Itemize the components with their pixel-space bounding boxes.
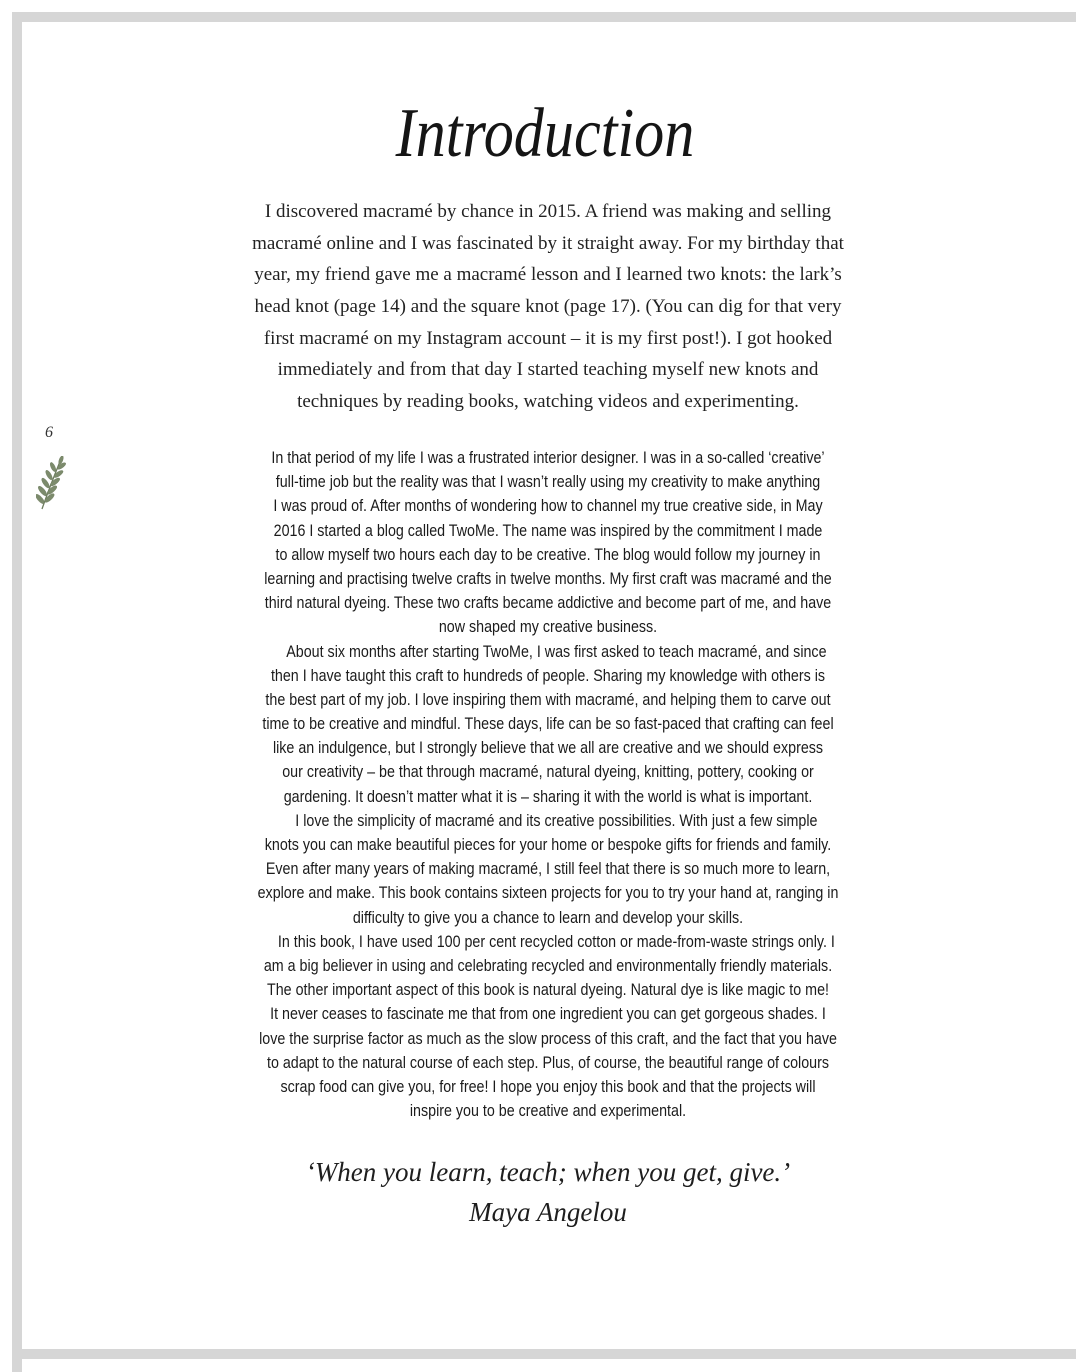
intro-line: techniques by reading books, watching videos and experimenting.: [297, 391, 799, 413]
body-line: like an indulgence, but I strongly believe that we all are creative and we should express: [272, 738, 824, 758]
olive-leaf-icon: [36, 456, 70, 512]
body-line: to allow myself two hours each day to be creative. The blog would follow my journey in: [275, 544, 821, 564]
body-line: love the surprise factor as much as the slow process of this craft, and the fact that you have: [259, 1028, 837, 1048]
body-line: gardening. It doesn’t matter what it is – sharing it with the world is what is important.: [283, 786, 813, 806]
intro-line: macramé online and I was fascinated by it straight away. For my birthday that: [252, 232, 844, 254]
body-line: to adapt to the natural course of each step. Plus, of course, the beautiful range of colours: [266, 1052, 830, 1072]
body-line: scrap food can give you, for free! I hope you enjoy this book and that the projects will: [280, 1076, 816, 1096]
page-number: 6: [45, 424, 53, 441]
intro-line: I discovered macramé by chance in 2015. A friend was making and selling: [264, 201, 832, 222]
body-paragraph: [100, 930, 996, 1124]
body-line: inspire you to be creative and experimental.: [409, 1101, 687, 1121]
intro-line: head knot (page 14) and the square knot (page 17). (You can dig for that very: [254, 296, 842, 318]
body-line: then I have taught this craft to hundreds of people. Sharing my knowledge with others is: [270, 665, 826, 685]
body-line: I love the simplicity of macramé and its creative possibilities. With just a few simple: [295, 810, 818, 830]
body-line: learning and practising twelve crafts in twelve months. My first craft was macramé and the: [264, 568, 832, 588]
body-line: In this book, I have used 100 per cent recycled cotton or made-from-waste strings only. I: [277, 931, 835, 951]
body-line: knots you can make beautiful pieces for your home or bespoke gifts for friends and family.: [264, 835, 832, 854]
body-line: now shaped my creative business.: [438, 617, 658, 637]
body-line: About six months after starting TwoMe, I was first asked to teach macramé, and since: [286, 641, 827, 661]
body-line: full-time job but the reality was that I wasn’t really using my creativity to make anything: [275, 472, 821, 492]
body-line: I was proud of. After months of wondering how to channel my true creative side, in May: [273, 496, 823, 516]
closing-quote: [148, 1152, 948, 1232]
intro-line: year, my friend gave me a macramé lesson and I learned two knots: the lark’s: [254, 264, 842, 286]
intro-line: immediately and from that day I started teaching myself new knots and: [277, 359, 819, 381]
body-line: 2016 I started a blog called TwoMe. The name was inspired by the commitment I made: [273, 520, 823, 540]
page-title: Introduction: [395, 95, 695, 172]
body-line: It never ceases to fascinate me that from one ingredient you can get gorgeous shades. I: [270, 1004, 826, 1024]
body-line: am a big believer in using and celebrating recycled and environmentally friendly materials.: [263, 955, 833, 975]
quote-text: ‘When you learn, teach; when you get, give.’: [305, 1157, 791, 1187]
body-line: Even after many years of making macramé, I still feel that there is so much more to learn,: [265, 859, 831, 879]
intro-paragraph: [148, 196, 948, 418]
body-line: the best part of my job. I love inspiring them with macramé, and helping them to carve out: [265, 689, 831, 709]
body-text: [100, 446, 996, 1123]
body-line: time to be creative and mindful. These days, life can be so fast-paced that crafting can feel: [262, 714, 834, 734]
body-paragraph: [100, 640, 996, 809]
body-line: difficulty to give you a chance to learn and develop your skills.: [352, 907, 744, 927]
intro-line: first macramé on my Instagram account – it is my first post!). I got hooked: [263, 327, 833, 349]
body-line: The other important aspect of this book is natural dyeing. Natural dye is like magic to me!: [267, 980, 829, 1000]
body-line: our creativity – be that through macramé, natural dyeing, knitting, pottery, cooking or: [282, 762, 814, 782]
page-border-top: [12, 12, 1076, 22]
body-paragraph: [100, 809, 996, 930]
body-line: explore and make. This book contains sixteen projects for you to try your hand at, ranging in: [257, 883, 839, 903]
body-line: In that period of my life I was a frustrated interior designer. I was in a so-called ‘creative’: [271, 448, 825, 467]
page-border-left: [12, 12, 22, 1372]
quote-author: Maya Angelou: [469, 1197, 627, 1227]
page-border-bottom: [12, 1349, 1076, 1359]
body-line: third natural dyeing. These two crafts became addictive and become part of me, and have: [264, 593, 832, 613]
body-paragraph: [100, 446, 996, 640]
